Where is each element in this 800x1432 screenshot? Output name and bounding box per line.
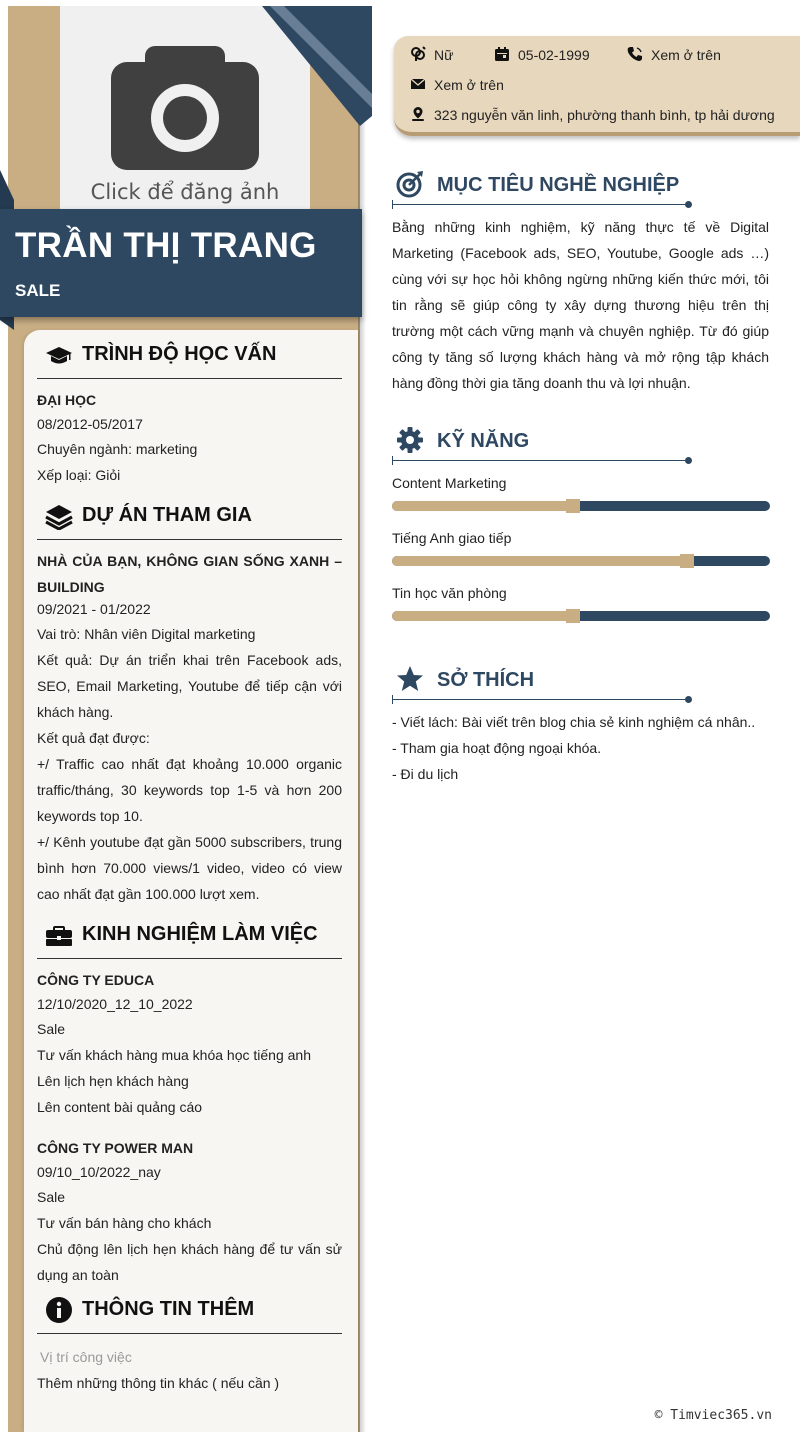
objective-rule <box>392 204 688 205</box>
skill-3-fill <box>392 611 573 621</box>
skill-2-fill <box>392 556 687 566</box>
target-icon <box>396 170 424 198</box>
birthday-value: 05-02-1999 <box>518 47 590 63</box>
experience-heading <box>37 915 342 959</box>
hobby-3[interactable]: - Đi du lịch <box>392 766 459 782</box>
extra-heading <box>37 1290 342 1334</box>
skill-2-label: Tiếng Anh giao tiếp <box>392 530 512 546</box>
skills-rule-dot <box>685 457 692 464</box>
corner-ribbon <box>262 6 372 126</box>
skill-1-knob[interactable] <box>566 499 580 513</box>
projects-title: DỰ ÁN THAM GIA <box>82 504 252 526</box>
skill-3-knob[interactable] <box>566 609 580 623</box>
photo-caption: Click để đăng ảnh <box>90 180 280 204</box>
hobbies-title: SỞ THÍCH <box>437 669 535 691</box>
job-2-period[interactable]: 09/10_10/2022_nay <box>37 1164 161 1180</box>
birthday-item[interactable] <box>494 47 590 63</box>
gear-icon <box>396 426 424 454</box>
skill-2-knob[interactable] <box>680 554 694 568</box>
job-2-line-1[interactable]: Tư vấn bán hàng cho khách <box>37 1215 212 1231</box>
project-result[interactable]: Kết quả: Dự án triển khai trên Facebook ads, SEO, Email Marketing, Youtube để tiếp cận với khách hàng. <box>37 652 342 720</box>
graduation-cap-icon <box>45 341 73 369</box>
objective-text[interactable]: Bằng những kinh nghiệm, kỹ năng thực tế về Digital Marketing (Facebook ads, SEO, Youtube, Google ads …) cùng với sự học hỏi không ngừng những kiến thức mới, tôi tin rằng sẽ giúp công ty xây dựng thương hiệu trên thị trường một cách vững mạnh và chuyên nghiệp. Từ đó giúp công ty tăng số lượng khách hàng và mở rộng tập khách hàng đồng thời gia tăng doanh thu và lợi nhuận. <box>392 219 769 391</box>
project-name[interactable]: NHÀ CỦA BẠN, KHÔNG GIAN SỐNG XANH – BUILDING <box>37 553 342 595</box>
candidate-role[interactable]: SALE <box>15 281 61 300</box>
project-achieved-label[interactable]: Kết quả đạt được: <box>37 730 150 746</box>
skills-title: KỸ NĂNG <box>437 430 530 452</box>
project-role[interactable]: Vai trò: Nhân viên Digital marketing <box>37 626 256 642</box>
skills-heading <box>392 426 692 462</box>
project-achievement-2[interactable]: +/ Kênh youtube đạt gần 5000 subscribers, trung bình hơn 70.000 views/1 video, video có view cao nhất đạt gần 100.000 lượt xem. <box>37 834 342 902</box>
phone-item[interactable] <box>627 47 721 63</box>
job-2-line-2[interactable]: Chủ động lên lịch hẹn khách hàng để tư vấn sử dụng an toàn <box>37 1241 342 1283</box>
objective-rule-dot <box>685 201 692 208</box>
project-achievement-1[interactable]: +/ Traffic cao nhất đạt khoảng 10.000 organic traffic/tháng, 30 keywords top 1-5 và hơn 200 keywords top 10. <box>37 756 342 824</box>
job-position-field[interactable]: Vị trí công việc <box>40 1349 132 1365</box>
email-value: Xem ở trên <box>434 77 504 93</box>
calendar-icon <box>494 46 510 62</box>
info-icon <box>45 1296 73 1324</box>
email-item[interactable] <box>410 77 504 93</box>
layers-icon <box>45 502 73 530</box>
objective-title: MỤC TIÊU NGHỀ NGHIỆP <box>437 174 680 196</box>
experience-title: KINH NGHIỆM LÀM VIỆC <box>82 923 318 945</box>
education-major[interactable]: Chuyên ngành: marketing <box>37 441 198 457</box>
job-2-position[interactable]: Sale <box>37 1189 66 1205</box>
job-1-company[interactable]: CÔNG TY EDUCA <box>37 972 155 988</box>
education-grade[interactable]: Xếp loại: Giỏi <box>37 467 121 483</box>
skill-1-fill <box>392 501 573 511</box>
gender-icon <box>410 46 426 62</box>
skill-2-bar[interactable] <box>392 556 770 566</box>
phone-icon <box>627 46 643 62</box>
projects-heading <box>37 496 342 540</box>
job-2-company[interactable]: CÔNG TY POWER MAN <box>37 1140 194 1156</box>
copyright: © Timviec365.vn <box>654 1408 772 1423</box>
map-marker-icon <box>410 106 426 122</box>
extra-title: THÔNG TIN THÊM <box>82 1298 255 1320</box>
address-item[interactable] <box>410 107 775 123</box>
skill-3-label: Tin học văn phòng <box>392 585 507 601</box>
address-value: 323 nguyễn văn linh, phường thanh bình, tp hải dương <box>434 107 775 123</box>
gender-item[interactable] <box>410 47 454 63</box>
skill-1-label: Content Marketing <box>392 475 507 491</box>
objective-heading <box>392 170 692 206</box>
gender-value: Nữ <box>434 47 454 63</box>
education-heading <box>37 335 342 379</box>
star-icon <box>396 665 424 693</box>
job-1-line-3[interactable]: Lên content bài quảng cáo <box>37 1099 203 1115</box>
hobby-1[interactable]: - Viết lách: Bài viết trên blog chia sẻ kinh nghiệm cá nhân.. <box>392 714 756 730</box>
hobbies-heading <box>392 665 692 701</box>
briefcase-icon <box>45 921 73 949</box>
skill-1-bar[interactable] <box>392 501 770 511</box>
candidate-name[interactable]: TRẦN THỊ TRANG <box>15 226 317 265</box>
job-1-position[interactable]: Sale <box>37 1021 66 1037</box>
phone-value: Xem ở trên <box>651 47 721 63</box>
job-1-line-2[interactable]: Lên lịch hẹn khách hàng <box>37 1073 189 1089</box>
hobby-2[interactable]: - Tham gia hoạt động ngoại khóa. <box>392 740 602 756</box>
job-1-period[interactable]: 12/10/2020_12_10_2022 <box>37 996 193 1012</box>
education-title: TRÌNH ĐỘ HỌC VẤN <box>82 343 277 365</box>
camera-icon <box>110 42 260 172</box>
hobbies-rule-dot <box>685 696 692 703</box>
extra-info-text[interactable]: Thêm những thông tin khác ( nếu cần ) <box>37 1375 280 1391</box>
education-period[interactable]: 08/2012-05/2017 <box>37 416 143 432</box>
hobbies-rule <box>392 699 688 700</box>
envelope-icon <box>410 76 426 92</box>
education-school[interactable]: ĐẠI HỌC <box>37 392 97 408</box>
project-period[interactable]: 09/2021 - 01/2022 <box>37 601 151 617</box>
skills-rule <box>392 460 688 461</box>
skill-3-bar[interactable] <box>392 611 770 621</box>
job-1-line-1[interactable]: Tư vấn khách hàng mua khóa học tiếng anh <box>37 1047 311 1063</box>
